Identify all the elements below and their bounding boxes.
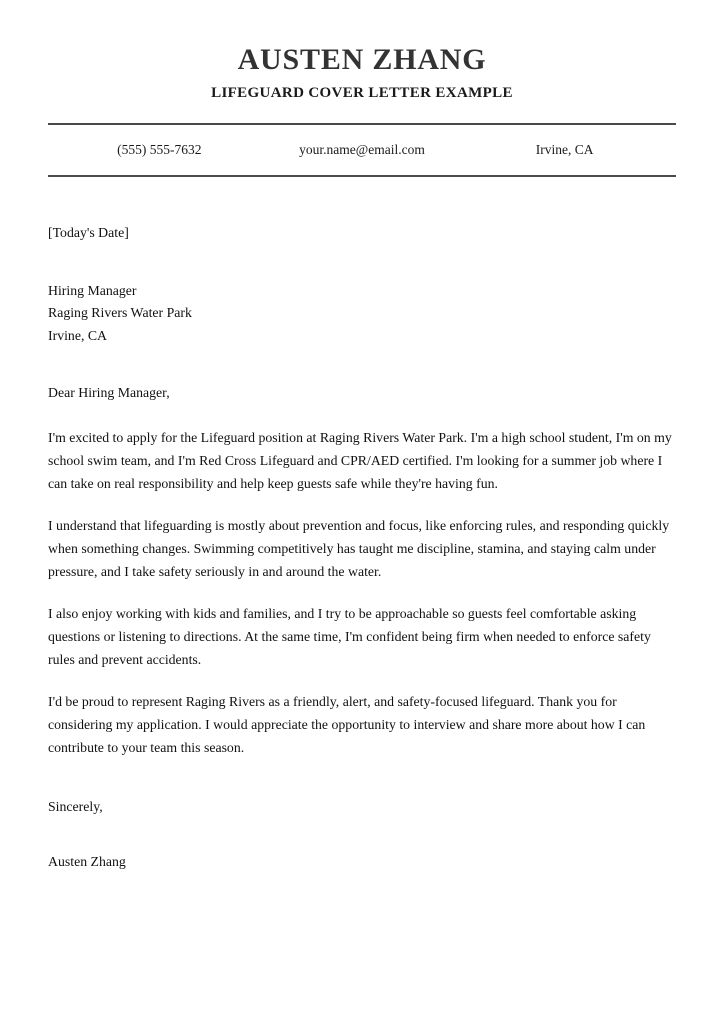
signature-name: Austen Zhang (48, 854, 126, 870)
date-line: [Today's Date] (48, 224, 129, 240)
recipient-location: Irvine, CA (48, 327, 108, 343)
closing-phrase: Sincerely, (48, 799, 103, 815)
body-paragraph-3: I also enjoy working with kids and families, and I try to be approachable so guests feel comfortable asking questions or listening to directions. At the same time, I'm confident being firm when needed to enforce safety rules and prevent accidents. (48, 606, 651, 668)
applicant-name: AUSTEN ZHANG (237, 43, 487, 76)
closing-block (48, 795, 676, 873)
recipient-name: Hiring Manager (48, 282, 137, 298)
recipient-block (48, 280, 676, 348)
contact-phone: (555) 555-7632 (117, 141, 202, 157)
salutation: Dear Hiring Manager, (48, 385, 170, 401)
letter-subtitle: LIFEGUARD COVER LETTER EXAMPLE (211, 85, 513, 102)
contact-email: your.name@email.com (299, 141, 425, 157)
letter-body (48, 177, 676, 874)
letterhead (48, 0, 676, 102)
contact-location: Irvine, CA (535, 141, 594, 157)
body-paragraph-1: I'm excited to apply for the Lifeguard position at Raging Rivers Water Park. I'm a high school student, I'm on my school swim team, and I'm Red Cross Lifeguard and CPR/AED certified. I'm looking for a summer job where I can take on real responsibility and help keep guests safe while they're having fun. (48, 430, 672, 492)
body-paragraph-2: I understand that lifeguarding is mostly about prevention and focus, like enforcing rules, and responding quickly when something changes. Swimming competitively has taught me discipline, stamina, and staying calm under pressure, and I take safety seriously in and around the water. (48, 518, 670, 580)
contact-bar (48, 125, 676, 175)
body-paragraph-4: I'd be proud to represent Raging Rivers as a friendly, alert, and safety-focused lifeguard. Thank you for considering my application. I would appreciate the opportunity to interview and share more about how I can contribute to your team this season. (48, 694, 646, 756)
recipient-company: Raging Rivers Water Park (48, 305, 192, 321)
